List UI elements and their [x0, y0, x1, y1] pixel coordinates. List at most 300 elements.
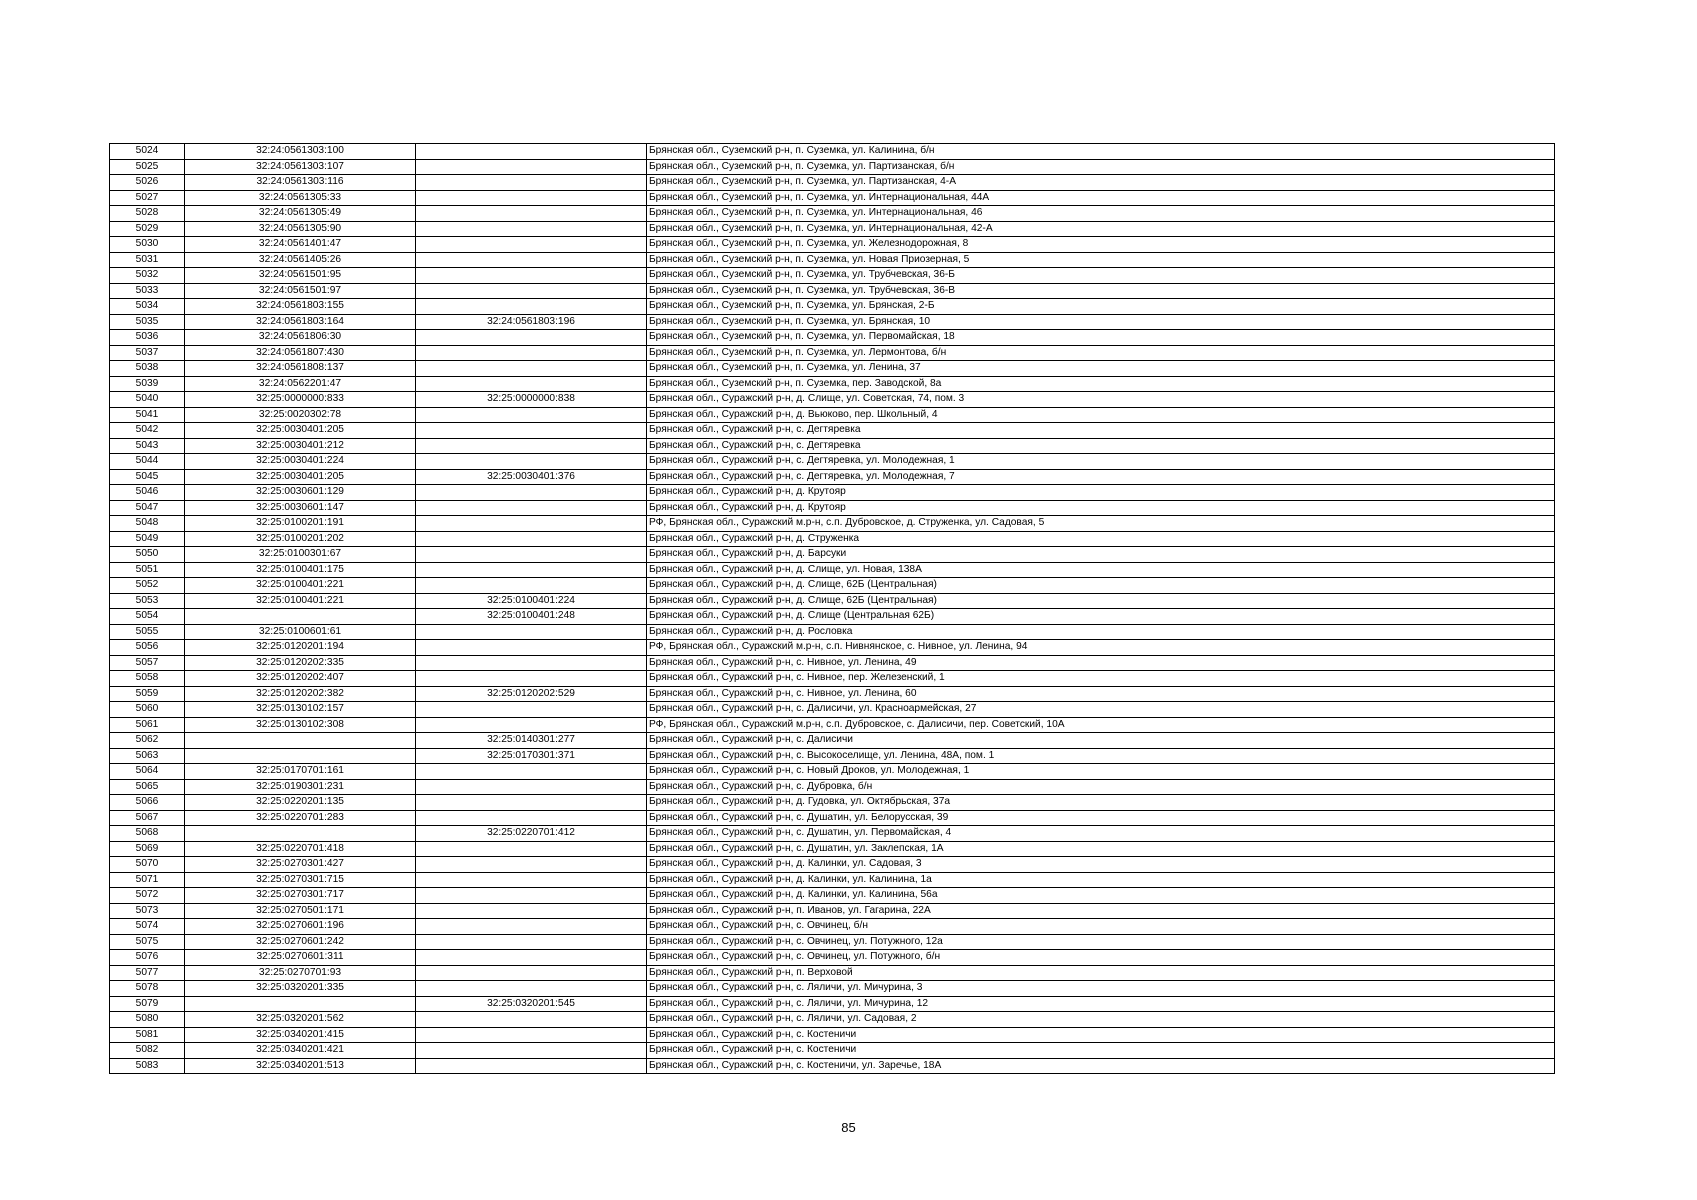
address-cell: Брянская обл., Суражский р-н, с. Овчинец, б/н [647, 919, 1555, 935]
object-number-cell [416, 516, 647, 532]
address-cell: Брянская обл., Суражский р-н, д. Струженка [647, 531, 1555, 547]
cadastral-number-cell: 32:25:0100401:221 [185, 593, 416, 609]
address-cell: Брянская обл., Суражский р-н, д. Слище, ул. Советская, 74, пом. 3 [647, 392, 1555, 408]
row-number-cell: 5036 [110, 330, 185, 346]
cadastral-number-cell: 32:25:0270701:93 [185, 965, 416, 981]
row-number-cell: 5053 [110, 593, 185, 609]
table-row [110, 252, 1555, 268]
object-number-cell [416, 795, 647, 811]
row-number-cell: 5078 [110, 981, 185, 997]
table-row [110, 919, 1555, 935]
object-number-cell [416, 919, 647, 935]
row-number-cell: 5077 [110, 965, 185, 981]
object-number-cell [416, 671, 647, 687]
object-number-cell [416, 547, 647, 563]
table-row [110, 717, 1555, 733]
address-cell: Брянская обл., Суземский р-н, п. Суземка, ул. Новая Приозерная, 5 [647, 252, 1555, 268]
table-row [110, 500, 1555, 516]
cadastral-number-cell [185, 826, 416, 842]
cadastral-number-cell: 32:25:0030401:205 [185, 423, 416, 439]
cadastral-number-cell: 32:24:0561808:137 [185, 361, 416, 377]
row-number-cell: 5059 [110, 686, 185, 702]
table-row [110, 438, 1555, 454]
table-row [110, 795, 1555, 811]
table-row [110, 175, 1555, 191]
object-number-cell [416, 454, 647, 470]
object-number-cell: 32:25:0120202:529 [416, 686, 647, 702]
address-cell: Брянская обл., Суражский р-н, с. Душатин, ул. Заклепская, 1А [647, 841, 1555, 857]
address-cell: Брянская обл., Суражский р-н, с. Дегтяревка, ул. Молодежная, 1 [647, 454, 1555, 470]
object-number-cell [416, 562, 647, 578]
cadastral-number-cell: 32:25:0120202:382 [185, 686, 416, 702]
address-cell: Брянская обл., Суражский р-н, с. Дегтяревка, ул. Молодежная, 7 [647, 469, 1555, 485]
table-row [110, 841, 1555, 857]
object-number-cell [416, 221, 647, 237]
row-number-cell: 5035 [110, 314, 185, 330]
object-number-cell [416, 1043, 647, 1059]
object-number-cell [416, 237, 647, 253]
table-row [110, 779, 1555, 795]
address-cell: Брянская обл., Суражский р-н, с. Нивное, ул. Ленина, 60 [647, 686, 1555, 702]
table-row [110, 1012, 1555, 1028]
cadastral-number-cell: 32:25:0120202:335 [185, 655, 416, 671]
row-number-cell: 5032 [110, 268, 185, 284]
address-cell: Брянская обл., Суражский р-н, д. Калинки, ул. Калинина, 56а [647, 888, 1555, 904]
object-number-cell [416, 438, 647, 454]
table-row [110, 562, 1555, 578]
object-number-cell [416, 764, 647, 780]
address-cell: Брянская обл., Суземский р-н, п. Суземка, ул. Трубчевская, 36-Б [647, 268, 1555, 284]
table-row [110, 826, 1555, 842]
address-cell: Брянская обл., Суражский р-н, д. Барсуки [647, 547, 1555, 563]
cadastral-number-cell [185, 733, 416, 749]
row-number-cell: 5029 [110, 221, 185, 237]
cadastral-number-cell: 32:25:0120202:407 [185, 671, 416, 687]
cadastral-number-cell: 32:25:0220701:418 [185, 841, 416, 857]
table-row [110, 593, 1555, 609]
row-number-cell: 5056 [110, 640, 185, 656]
address-cell: Брянская обл., Суражский р-н, с. Костеничи [647, 1027, 1555, 1043]
row-number-cell: 5027 [110, 190, 185, 206]
table-row [110, 376, 1555, 392]
row-number-cell: 5075 [110, 934, 185, 950]
table-row [110, 872, 1555, 888]
object-number-cell [416, 299, 647, 315]
object-number-cell [416, 376, 647, 392]
row-number-cell: 5064 [110, 764, 185, 780]
registry-table [109, 143, 1555, 1074]
row-number-cell: 5057 [110, 655, 185, 671]
address-cell: Брянская обл., Суражский р-н, д. Слище, 62Б (Центральная) [647, 578, 1555, 594]
address-cell: Брянская обл., Суземский р-н, п. Суземка, ул. Интернациональная, 46 [647, 206, 1555, 222]
address-cell: Брянская обл., Суземский р-н, п. Суземка, ул. Брянская, 10 [647, 314, 1555, 330]
cadastral-number-cell: 32:24:0561803:155 [185, 299, 416, 315]
address-cell: РФ, Брянская обл., Суражский м.р-н, с.п. Дубровское, с. Далисичи, пер. Советский, 10А [647, 717, 1555, 733]
object-number-cell [416, 190, 647, 206]
cadastral-number-cell: 32:24:0561303:116 [185, 175, 416, 191]
row-number-cell: 5048 [110, 516, 185, 532]
row-number-cell: 5024 [110, 144, 185, 160]
row-number-cell: 5061 [110, 717, 185, 733]
row-number-cell: 5049 [110, 531, 185, 547]
object-number-cell: 32:25:0100401:248 [416, 609, 647, 625]
object-number-cell [416, 268, 647, 284]
table-row [110, 1027, 1555, 1043]
cadastral-number-cell: 32:25:0030401:212 [185, 438, 416, 454]
cadastral-number-cell: 32:25:0100401:175 [185, 562, 416, 578]
object-number-cell [416, 841, 647, 857]
cadastral-number-cell: 32:25:0270601:242 [185, 934, 416, 950]
table-row [110, 996, 1555, 1012]
object-number-cell: 32:25:0220701:412 [416, 826, 647, 842]
cadastral-number-cell: 32:24:0561305:90 [185, 221, 416, 237]
object-number-cell [416, 857, 647, 873]
table-row [110, 485, 1555, 501]
object-number-cell: 32:24:0561803:196 [416, 314, 647, 330]
object-number-cell [416, 717, 647, 733]
table-row [110, 888, 1555, 904]
cadastral-number-cell: 32:24:0561501:97 [185, 283, 416, 299]
row-number-cell: 5058 [110, 671, 185, 687]
cadastral-number-cell: 32:25:0100401:221 [185, 578, 416, 594]
object-number-cell [416, 423, 647, 439]
cadastral-number-cell: 32:25:0030401:205 [185, 469, 416, 485]
cadastral-number-cell: 32:24:0561303:100 [185, 144, 416, 160]
table-row [110, 469, 1555, 485]
object-number-cell [416, 1012, 647, 1028]
row-number-cell: 5043 [110, 438, 185, 454]
cadastral-number-cell: 32:25:0320201:335 [185, 981, 416, 997]
row-number-cell: 5073 [110, 903, 185, 919]
cadastral-number-cell: 32:24:0561305:33 [185, 190, 416, 206]
cadastral-number-cell: 32:25:0220201:135 [185, 795, 416, 811]
table-row [110, 423, 1555, 439]
page-number: 85 [841, 1120, 856, 1135]
address-cell: Брянская обл., Суземский р-н, п. Суземка, ул. Калинина, б/н [647, 144, 1555, 160]
table-row [110, 640, 1555, 656]
object-number-cell [416, 810, 647, 826]
row-number-cell: 5083 [110, 1058, 185, 1074]
address-cell: Брянская обл., Суземский р-н, п. Суземка, ул. Брянская, 2-Б [647, 299, 1555, 315]
address-cell: Брянская обл., Суражский р-н, д. Калинки, ул. Калинина, 1а [647, 872, 1555, 888]
row-number-cell: 5042 [110, 423, 185, 439]
address-cell: Брянская обл., Суражский р-н, с. Овчинец, ул. Потужного, б/н [647, 950, 1555, 966]
table-row [110, 981, 1555, 997]
object-number-cell: 32:25:0320201:545 [416, 996, 647, 1012]
registry-table-body [110, 144, 1555, 1074]
table-row [110, 748, 1555, 764]
object-number-cell [416, 175, 647, 191]
table-row [110, 671, 1555, 687]
object-number-cell [416, 981, 647, 997]
object-number-cell [416, 407, 647, 423]
object-number-cell [416, 624, 647, 640]
table-row [110, 702, 1555, 718]
object-number-cell [416, 144, 647, 160]
address-cell: Брянская обл., Суземский р-н, п. Суземка, ул. Интернациональная, 44А [647, 190, 1555, 206]
address-cell: Брянская обл., Суражский р-н, с. Нивное, пер. Железенский, 1 [647, 671, 1555, 687]
cadastral-number-cell: 32:25:0030401:224 [185, 454, 416, 470]
cadastral-number-cell: 32:25:0100301:67 [185, 547, 416, 563]
row-number-cell: 5044 [110, 454, 185, 470]
row-number-cell: 5081 [110, 1027, 185, 1043]
table-row [110, 655, 1555, 671]
row-number-cell: 5034 [110, 299, 185, 315]
cadastral-number-cell: 32:25:0340201:415 [185, 1027, 416, 1043]
address-cell: Брянская обл., Суземский р-н, п. Суземка, ул. Трубчевская, 36-В [647, 283, 1555, 299]
object-number-cell [416, 779, 647, 795]
table-row [110, 361, 1555, 377]
object-number-cell [416, 1027, 647, 1043]
table-row [110, 733, 1555, 749]
cadastral-number-cell [185, 748, 416, 764]
cadastral-number-cell: 32:25:0320201:562 [185, 1012, 416, 1028]
object-number-cell: 32:25:0030401:376 [416, 469, 647, 485]
table-row [110, 268, 1555, 284]
address-cell: Брянская обл., Суражский р-н, с. Ляличи, ул. Садовая, 2 [647, 1012, 1555, 1028]
object-number-cell [416, 159, 647, 175]
address-cell: Брянская обл., Суземский р-н, п. Суземка, ул. Лермонтова, б/н [647, 345, 1555, 361]
row-number-cell: 5037 [110, 345, 185, 361]
address-cell: Брянская обл., Суражский р-н, с. Душатин, ул. Первомайская, 4 [647, 826, 1555, 842]
cadastral-number-cell: 32:25:0190301:231 [185, 779, 416, 795]
object-number-cell [416, 283, 647, 299]
table-row [110, 221, 1555, 237]
object-number-cell [416, 206, 647, 222]
cadastral-number-cell: 32:25:0270301:715 [185, 872, 416, 888]
table-row [110, 1043, 1555, 1059]
table-row [110, 857, 1555, 873]
table-row [110, 965, 1555, 981]
cadastral-number-cell: 32:24:0561401:47 [185, 237, 416, 253]
row-number-cell: 5072 [110, 888, 185, 904]
address-cell: РФ, Брянская обл., Суражский м.р-н, с.п. Дубровское, д. Струженка, ул. Садовая, 5 [647, 516, 1555, 532]
table-row [110, 407, 1555, 423]
table-row [110, 283, 1555, 299]
row-number-cell: 5066 [110, 795, 185, 811]
cadastral-number-cell: 32:25:0020302:78 [185, 407, 416, 423]
address-cell: Брянская обл., Суземский р-н, п. Суземка, ул. Партизанская, б/н [647, 159, 1555, 175]
table-row [110, 345, 1555, 361]
cadastral-number-cell: 32:25:0220701:283 [185, 810, 416, 826]
object-number-cell: 32:25:0000000:838 [416, 392, 647, 408]
row-number-cell: 5071 [110, 872, 185, 888]
address-cell: Брянская обл., Суражский р-н, п. Иванов, ул. Гагарина, 22А [647, 903, 1555, 919]
cadastral-number-cell [185, 609, 416, 625]
table-row [110, 190, 1555, 206]
row-number-cell: 5026 [110, 175, 185, 191]
object-number-cell [416, 888, 647, 904]
table-row [110, 330, 1555, 346]
row-number-cell: 5050 [110, 547, 185, 563]
table-row [110, 314, 1555, 330]
cadastral-number-cell: 32:25:0340201:421 [185, 1043, 416, 1059]
table-row [110, 516, 1555, 532]
table-row [110, 531, 1555, 547]
row-number-cell: 5063 [110, 748, 185, 764]
row-number-cell: 5068 [110, 826, 185, 842]
object-number-cell [416, 934, 647, 950]
table-row [110, 609, 1555, 625]
cadastral-number-cell: 32:24:0562201:47 [185, 376, 416, 392]
table-row [110, 764, 1555, 780]
object-number-cell [416, 640, 647, 656]
row-number-cell: 5051 [110, 562, 185, 578]
table-row [110, 934, 1555, 950]
row-number-cell: 5041 [110, 407, 185, 423]
address-cell: Брянская обл., Суземский р-н, п. Суземка, ул. Железнодорожная, 8 [647, 237, 1555, 253]
row-number-cell: 5080 [110, 1012, 185, 1028]
table-row [110, 237, 1555, 253]
table-row [110, 810, 1555, 826]
row-number-cell: 5070 [110, 857, 185, 873]
cadastral-number-cell: 32:25:0270601:311 [185, 950, 416, 966]
object-number-cell: 32:25:0140301:277 [416, 733, 647, 749]
address-cell: Брянская обл., Суражский р-н, с. Новый Дроков, ул. Молодежная, 1 [647, 764, 1555, 780]
address-cell: РФ, Брянская обл., Суражский м.р-н, с.п. Нивнянское, с. Нивное, ул. Ленина, 94 [647, 640, 1555, 656]
cadastral-number-cell: 32:25:0030601:129 [185, 485, 416, 501]
cadastral-number-cell: 32:25:0270301:717 [185, 888, 416, 904]
address-cell: Брянская обл., Суражский р-н, с. Ляличи, ул. Мичурина, 3 [647, 981, 1555, 997]
address-cell: Брянская обл., Суражский р-н, п. Верховой [647, 965, 1555, 981]
cadastral-number-cell: 32:24:0561807:430 [185, 345, 416, 361]
object-number-cell [416, 361, 647, 377]
table-row [110, 206, 1555, 222]
address-cell: Брянская обл., Суземский р-н, п. Суземка, ул. Партизанская, 4-А [647, 175, 1555, 191]
address-cell: Брянская обл., Суражский р-н, с. Далисичи, ул. Красноармейская, 27 [647, 702, 1555, 718]
address-cell: Брянская обл., Суражский р-н, с. Далисичи [647, 733, 1555, 749]
table-row [110, 454, 1555, 470]
object-number-cell [416, 252, 647, 268]
cadastral-number-cell: 32:25:0170701:161 [185, 764, 416, 780]
address-cell: Брянская обл., Суражский р-н, с. Костеничи, ул. Заречье, 18А [647, 1058, 1555, 1074]
address-cell: Брянская обл., Суражский р-н, д. Калинки, ул. Садовая, 3 [647, 857, 1555, 873]
cadastral-number-cell: 32:24:0561501:95 [185, 268, 416, 284]
address-cell: Брянская обл., Суземский р-н, п. Суземка, пер. Заводской, 8а [647, 376, 1555, 392]
address-cell: Брянская обл., Суземский р-н, п. Суземка, ул. Первомайская, 18 [647, 330, 1555, 346]
row-number-cell: 5082 [110, 1043, 185, 1059]
address-cell: Брянская обл., Суражский р-н, д. Слище, ул. Новая, 138А [647, 562, 1555, 578]
row-number-cell: 5076 [110, 950, 185, 966]
row-number-cell: 5046 [110, 485, 185, 501]
cadastral-number-cell: 32:25:0130102:308 [185, 717, 416, 733]
address-cell: Брянская обл., Суражский р-н, с. Нивное, ул. Ленина, 49 [647, 655, 1555, 671]
object-number-cell [416, 702, 647, 718]
table-row [110, 299, 1555, 315]
row-number-cell: 5060 [110, 702, 185, 718]
address-cell: Брянская обл., Суражский р-н, с. Дегтяревка [647, 423, 1555, 439]
object-number-cell: 32:25:0100401:224 [416, 593, 647, 609]
object-number-cell: 32:25:0170301:371 [416, 748, 647, 764]
row-number-cell: 5025 [110, 159, 185, 175]
address-cell: Брянская обл., Суражский р-н, с. Душатин, ул. Белорусская, 39 [647, 810, 1555, 826]
address-cell: Брянская обл., Суражский р-н, с. Высокоселище, ул. Ленина, 48А, пом. 1 [647, 748, 1555, 764]
table-row [110, 578, 1555, 594]
object-number-cell [416, 578, 647, 594]
object-number-cell [416, 531, 647, 547]
cadastral-number-cell: 32:25:0120201:194 [185, 640, 416, 656]
cadastral-number-cell: 32:25:0100601:61 [185, 624, 416, 640]
row-number-cell: 5039 [110, 376, 185, 392]
address-cell: Брянская обл., Суражский р-н, с. Овчинец, ул. Потужного, 12а [647, 934, 1555, 950]
row-number-cell: 5040 [110, 392, 185, 408]
object-number-cell [416, 345, 647, 361]
cadastral-number-cell: 32:25:0030601:147 [185, 500, 416, 516]
table-row [110, 547, 1555, 563]
row-number-cell: 5054 [110, 609, 185, 625]
table-row [110, 903, 1555, 919]
object-number-cell [416, 872, 647, 888]
object-number-cell [416, 655, 647, 671]
address-cell: Брянская обл., Суражский р-н, д. Слище, 62Б (Центральная) [647, 593, 1555, 609]
address-cell: Брянская обл., Суземский р-н, п. Суземка, ул. Ленина, 37 [647, 361, 1555, 377]
cadastral-number-cell: 32:25:0270601:196 [185, 919, 416, 935]
cadastral-number-cell: 32:24:0561803:164 [185, 314, 416, 330]
row-number-cell: 5062 [110, 733, 185, 749]
address-cell: Брянская обл., Суражский р-н, д. Крутояр [647, 500, 1555, 516]
row-number-cell: 5079 [110, 996, 185, 1012]
row-number-cell: 5065 [110, 779, 185, 795]
table-row [110, 624, 1555, 640]
object-number-cell [416, 485, 647, 501]
address-cell: Брянская обл., Суражский р-н, д. Вьюково, пер. Школьный, 4 [647, 407, 1555, 423]
address-cell: Брянская обл., Суражский р-н, д. Рословка [647, 624, 1555, 640]
cadastral-number-cell: 32:25:0100201:202 [185, 531, 416, 547]
row-number-cell: 5045 [110, 469, 185, 485]
cadastral-number-cell: 32:24:0561303:107 [185, 159, 416, 175]
row-number-cell: 5038 [110, 361, 185, 377]
table-row [110, 686, 1555, 702]
cadastral-number-cell: 32:25:0130102:157 [185, 702, 416, 718]
row-number-cell: 5028 [110, 206, 185, 222]
row-number-cell: 5030 [110, 237, 185, 253]
row-number-cell: 5055 [110, 624, 185, 640]
row-number-cell: 5069 [110, 841, 185, 857]
table-row [110, 1058, 1555, 1074]
row-number-cell: 5047 [110, 500, 185, 516]
table-row [110, 392, 1555, 408]
table-row [110, 950, 1555, 966]
row-number-cell: 5033 [110, 283, 185, 299]
address-cell: Брянская обл., Суражский р-н, с. Костеничи [647, 1043, 1555, 1059]
address-cell: Брянская обл., Суражский р-н, д. Гудовка, ул. Октябрьская, 37а [647, 795, 1555, 811]
object-number-cell [416, 1058, 647, 1074]
cadastral-number-cell: 32:25:0000000:833 [185, 392, 416, 408]
address-cell: Брянская обл., Суражский р-н, д. Слище (Центральная 62Б) [647, 609, 1555, 625]
object-number-cell [416, 950, 647, 966]
row-number-cell: 5031 [110, 252, 185, 268]
address-cell: Брянская обл., Суражский р-н, д. Крутояр [647, 485, 1555, 501]
cadastral-number-cell [185, 996, 416, 1012]
cadastral-number-cell: 32:25:0270501:171 [185, 903, 416, 919]
address-cell: Брянская обл., Суземский р-н, п. Суземка, ул. Интернациональная, 42-А [647, 221, 1555, 237]
address-cell: Брянская обл., Суражский р-н, с. Дубровка, б/н [647, 779, 1555, 795]
address-cell: Брянская обл., Суражский р-н, с. Дегтяревка [647, 438, 1555, 454]
cadastral-number-cell: 32:25:0100201:191 [185, 516, 416, 532]
row-number-cell: 5052 [110, 578, 185, 594]
object-number-cell [416, 330, 647, 346]
cadastral-number-cell: 32:24:0561806:30 [185, 330, 416, 346]
row-number-cell: 5074 [110, 919, 185, 935]
object-number-cell [416, 965, 647, 981]
object-number-cell [416, 500, 647, 516]
table-row [110, 159, 1555, 175]
table-row [110, 144, 1555, 160]
cadastral-number-cell: 32:25:0340201:513 [185, 1058, 416, 1074]
object-number-cell [416, 903, 647, 919]
row-number-cell: 5067 [110, 810, 185, 826]
address-cell: Брянская обл., Суражский р-н, с. Ляличи, ул. Мичурина, 12 [647, 996, 1555, 1012]
